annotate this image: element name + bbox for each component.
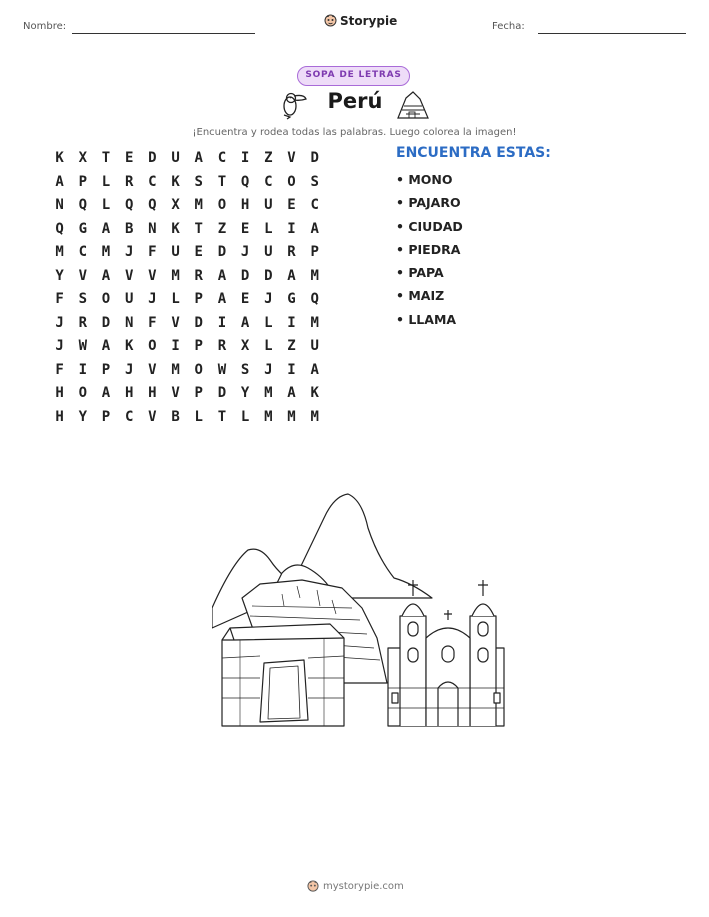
grid-letter[interactable]: P bbox=[194, 338, 203, 354]
grid-letter[interactable]: C bbox=[217, 150, 227, 166]
word-item: • LLAMA bbox=[396, 311, 457, 327]
grid-letter[interactable]: A bbox=[101, 220, 111, 237]
storypie-mascot-icon bbox=[324, 14, 337, 28]
grid-letter[interactable]: P bbox=[78, 173, 87, 190]
grid-letter[interactable]: Q bbox=[78, 197, 87, 213]
page-title: Perú bbox=[327, 89, 383, 113]
grid-letter[interactable]: T bbox=[194, 220, 203, 237]
grid-letter[interactable]: C bbox=[264, 173, 273, 190]
grid-letter[interactable]: U bbox=[124, 291, 134, 307]
grid-row bbox=[48, 313, 326, 337]
grid-letter[interactable]: E bbox=[240, 291, 250, 307]
grid-letter[interactable]: A bbox=[194, 150, 203, 166]
grid-letter[interactable]: E bbox=[240, 220, 250, 237]
grid-letter[interactable]: G bbox=[287, 291, 296, 307]
grid-row bbox=[48, 407, 326, 431]
grid-letter[interactable]: L bbox=[264, 338, 273, 354]
grid-letter[interactable]: B bbox=[171, 408, 180, 425]
word-list bbox=[396, 171, 463, 334]
grid-letter[interactable]: A bbox=[287, 267, 296, 284]
grid-letter[interactable]: H bbox=[124, 385, 134, 401]
grid-letter[interactable]: F bbox=[148, 314, 157, 331]
grid-letter[interactable]: L bbox=[264, 314, 273, 331]
grid-letter[interactable]: P bbox=[101, 408, 111, 425]
grid-letter[interactable]: R bbox=[124, 173, 134, 190]
grid-letter[interactable]: U bbox=[310, 338, 319, 354]
grid-letter[interactable]: Z bbox=[217, 220, 227, 237]
grid-letter[interactable]: E bbox=[194, 244, 203, 260]
grid-letter[interactable]: M bbox=[310, 314, 319, 331]
grid-letter[interactable]: V bbox=[148, 361, 157, 378]
instructions: ¡Encuentra y rodea todas las palabras. Luego colorea la imagen! bbox=[192, 127, 517, 138]
grid-letter[interactable]: D bbox=[264, 267, 273, 284]
grid-letter[interactable]: D bbox=[148, 150, 157, 166]
grid-letter[interactable]: O bbox=[101, 291, 111, 307]
grid-letter[interactable]: P bbox=[101, 361, 111, 378]
grid-letter[interactable]: E bbox=[287, 197, 296, 213]
grid-letter[interactable]: R bbox=[217, 338, 227, 354]
grid-letter[interactable]: V bbox=[287, 150, 296, 166]
grid-letter[interactable]: I bbox=[287, 220, 296, 237]
grid-letter[interactable]: X bbox=[78, 150, 87, 166]
grid-letter[interactable]: I bbox=[78, 361, 87, 378]
grid-letter[interactable]: I bbox=[171, 338, 180, 354]
grid-letter[interactable]: Q bbox=[55, 220, 64, 237]
grid-letter[interactable]: V bbox=[171, 385, 180, 401]
word-item: • CIUDAD bbox=[396, 218, 463, 234]
grid-letter[interactable]: V bbox=[148, 267, 157, 284]
grid-letter[interactable]: U bbox=[264, 244, 273, 260]
grid-letter[interactable]: Y bbox=[78, 408, 87, 425]
grid-letter[interactable]: T bbox=[101, 150, 111, 166]
grid-letter[interactable]: C bbox=[124, 408, 134, 425]
date-label: Fecha: bbox=[492, 21, 525, 32]
grid-letter[interactable]: W bbox=[217, 361, 227, 378]
grid-letter[interactable]: H bbox=[148, 385, 157, 401]
grid-letter[interactable]: I bbox=[287, 361, 296, 378]
footer-url[interactable]: mystorypie.com bbox=[323, 881, 404, 892]
grid-letter[interactable]: R bbox=[287, 244, 296, 260]
grid-letter[interactable]: J bbox=[148, 291, 157, 307]
grid-letter[interactable]: C bbox=[148, 173, 157, 190]
grid-letter[interactable]: I bbox=[287, 314, 296, 331]
grid-letter[interactable]: J bbox=[124, 361, 134, 378]
grid-letter[interactable]: S bbox=[78, 291, 87, 307]
grid-letter[interactable]: O bbox=[287, 173, 296, 190]
grid-letter[interactable]: V bbox=[148, 408, 157, 425]
grid-letter[interactable]: A bbox=[217, 267, 227, 284]
grid-letter[interactable]: K bbox=[171, 173, 180, 190]
grid-letter[interactable]: K bbox=[55, 150, 64, 166]
grid-row bbox=[48, 172, 326, 196]
grid-letter[interactable]: V bbox=[171, 314, 180, 331]
footer bbox=[307, 880, 404, 893]
grid-letter[interactable]: Z bbox=[287, 338, 296, 354]
activity-badge: SOPA DE LETRAS bbox=[297, 66, 410, 86]
grid-letter[interactable]: A bbox=[310, 361, 319, 378]
grid-letter[interactable]: X bbox=[240, 338, 250, 354]
grid-letter[interactable]: R bbox=[78, 314, 87, 331]
grid-letter[interactable]: N bbox=[55, 197, 64, 213]
grid-letter[interactable]: I bbox=[217, 314, 227, 331]
grid-letter[interactable]: D bbox=[310, 150, 319, 166]
grid-letter[interactable]: L bbox=[171, 291, 180, 307]
grid-letter[interactable]: P bbox=[194, 291, 203, 307]
grid-letter[interactable]: N bbox=[124, 314, 134, 331]
grid-letter[interactable]: S bbox=[194, 173, 203, 190]
grid-letter[interactable]: A bbox=[287, 385, 296, 401]
grid-letter[interactable]: D bbox=[217, 244, 227, 260]
letter-grid bbox=[48, 148, 326, 430]
grid-letter[interactable]: Z bbox=[264, 150, 273, 166]
grid-letter[interactable]: L bbox=[101, 173, 111, 190]
grid-letter[interactable]: A bbox=[310, 220, 319, 237]
grid-letter[interactable]: W bbox=[78, 338, 87, 354]
grid-letter[interactable]: J bbox=[124, 244, 134, 260]
grid-letter[interactable]: M bbox=[171, 361, 180, 378]
grid-letter[interactable]: J bbox=[264, 291, 273, 307]
name-label: Nombre: bbox=[23, 21, 67, 32]
grid-letter[interactable]: S bbox=[240, 361, 250, 378]
word-item: • PAJARO bbox=[396, 195, 461, 211]
grid-letter[interactable]: K bbox=[171, 220, 180, 237]
grid-letter[interactable]: O bbox=[217, 197, 227, 213]
grid-row bbox=[48, 360, 326, 384]
grid-letter[interactable]: V bbox=[124, 267, 134, 284]
grid-row bbox=[48, 383, 326, 407]
grid-letter[interactable]: F bbox=[148, 244, 157, 260]
brand-name: Storypie bbox=[340, 14, 398, 28]
grid-letter[interactable]: M bbox=[171, 267, 180, 284]
grid-letter[interactable]: M bbox=[264, 385, 273, 401]
grid-letter[interactable]: A bbox=[55, 173, 64, 190]
grid-letter[interactable]: D bbox=[217, 385, 227, 401]
grid-letter[interactable]: C bbox=[310, 197, 319, 213]
word-item: • PIEDRA bbox=[396, 241, 461, 257]
grid-letter[interactable]: F bbox=[55, 291, 64, 307]
storypie-mascot-icon bbox=[307, 880, 319, 893]
grid-letter[interactable]: U bbox=[264, 197, 273, 213]
grid-letter[interactable]: D bbox=[194, 314, 203, 331]
grid-letter[interactable]: P bbox=[194, 385, 203, 401]
grid-letter[interactable]: H bbox=[240, 197, 250, 213]
grid-letter[interactable]: E bbox=[124, 150, 134, 166]
grid-letter[interactable]: Q bbox=[240, 173, 250, 190]
grid-letter[interactable]: J bbox=[55, 314, 64, 331]
brand-logo bbox=[324, 14, 397, 28]
grid-letter[interactable]: L bbox=[194, 408, 203, 425]
grid-letter[interactable]: O bbox=[194, 361, 203, 378]
grid-letter[interactable]: H bbox=[55, 385, 64, 401]
grid-letter[interactable]: M bbox=[55, 244, 64, 260]
grid-letter[interactable]: F bbox=[55, 361, 64, 378]
grid-row bbox=[48, 195, 326, 219]
grid-letter[interactable]: O bbox=[78, 385, 87, 401]
grid-letter[interactable]: N bbox=[148, 220, 157, 237]
grid-letter[interactable]: V bbox=[78, 267, 87, 284]
grid-letter[interactable]: P bbox=[310, 244, 319, 260]
grid-letter[interactable]: R bbox=[194, 267, 203, 284]
grid-letter[interactable]: K bbox=[124, 338, 134, 354]
word-item: • MAIZ bbox=[396, 288, 445, 304]
grid-letter[interactable]: J bbox=[264, 361, 273, 378]
grid-letter[interactable]: A bbox=[101, 385, 111, 401]
grid-letter[interactable]: A bbox=[240, 314, 250, 331]
grid-letter[interactable]: A bbox=[101, 338, 111, 354]
grid-letter[interactable]: X bbox=[171, 197, 180, 213]
word-item: • MONO bbox=[396, 172, 453, 187]
grid-letter[interactable]: M bbox=[310, 267, 319, 284]
grid-letter[interactable]: S bbox=[310, 173, 319, 190]
grid-letter[interactable]: L bbox=[101, 197, 111, 213]
grid-row bbox=[48, 242, 326, 266]
grid-letter[interactable]: U bbox=[171, 244, 180, 260]
grid-row bbox=[48, 289, 326, 313]
grid-row bbox=[48, 336, 326, 360]
grid-letter[interactable]: Q bbox=[124, 197, 134, 213]
grid-letter[interactable]: J bbox=[55, 338, 64, 354]
peru-landmarks-illustration bbox=[212, 488, 508, 728]
grid-letter[interactable]: D bbox=[240, 267, 250, 284]
word-item: • PAPA bbox=[396, 265, 444, 281]
grid-letter[interactable]: M bbox=[101, 244, 111, 260]
grid-letter[interactable]: G bbox=[78, 220, 87, 237]
grid-row bbox=[48, 219, 326, 243]
grid-letter[interactable]: D bbox=[101, 314, 111, 331]
grid-letter[interactable]: Q bbox=[310, 291, 319, 307]
grid-letter[interactable]: C bbox=[78, 244, 87, 260]
grid-letter[interactable]: A bbox=[217, 291, 227, 307]
grid-letter[interactable]: Y bbox=[240, 385, 250, 401]
grid-letter[interactable]: J bbox=[240, 244, 250, 260]
grid-letter[interactable]: L bbox=[264, 220, 273, 237]
grid-letter[interactable]: M bbox=[310, 408, 319, 425]
grid-letter[interactable]: T bbox=[217, 173, 227, 190]
ruins-icon bbox=[396, 90, 430, 120]
grid-letter[interactable]: U bbox=[171, 150, 180, 166]
grid-row bbox=[48, 148, 326, 172]
grid-letter[interactable]: L bbox=[240, 408, 250, 425]
grid-letter[interactable]: M bbox=[194, 197, 203, 213]
grid-letter[interactable]: H bbox=[55, 408, 64, 425]
grid-letter[interactable]: M bbox=[264, 408, 273, 425]
grid-letter[interactable]: K bbox=[310, 385, 319, 401]
grid-row bbox=[48, 266, 326, 290]
grid-letter[interactable]: B bbox=[124, 220, 134, 237]
grid-letter[interactable]: A bbox=[101, 267, 111, 284]
word-list-heading: ENCUENTRA ESTAS: bbox=[396, 145, 551, 161]
date-line[interactable] bbox=[538, 33, 686, 34]
name-line[interactable] bbox=[72, 33, 255, 34]
grid-letter[interactable]: M bbox=[287, 408, 296, 425]
grid-letter[interactable]: Y bbox=[55, 267, 64, 284]
grid-letter[interactable]: T bbox=[217, 408, 227, 425]
grid-letter[interactable]: I bbox=[240, 150, 250, 166]
grid-letter[interactable]: Q bbox=[148, 197, 157, 213]
grid-letter[interactable]: O bbox=[148, 338, 157, 354]
